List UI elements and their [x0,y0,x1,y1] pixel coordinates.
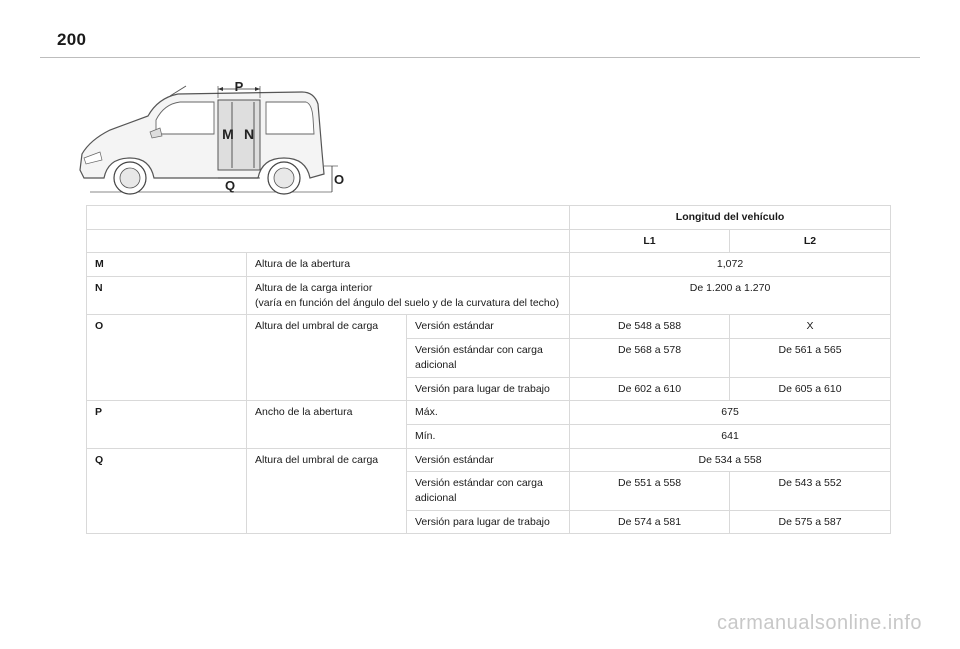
variant-label: Versión estándar [407,448,570,472]
table-row [87,401,891,425]
value-l1: De 574 a 581 [570,510,730,534]
watermark: carmanualsonline.info [716,612,922,634]
row-key: N [87,277,247,315]
row-description: Altura del umbral de carga [247,315,407,401]
row-value: 1,072 [570,253,891,277]
column-l1-header: L1 [570,229,730,253]
value-l1: De 551 a 558 [570,472,730,510]
table-header-row [87,206,891,230]
value-l2: De 561 a 565 [730,339,891,377]
variant-label: Versión estándar con carga adicional [407,339,570,377]
row-description [247,277,570,315]
figure-label-n: N [243,126,255,142]
header-divider [40,57,920,58]
row-value: De 534 a 558 [570,448,891,472]
value-l2: De 575 a 587 [730,510,891,534]
vehicle-side-illustration [70,82,350,198]
page-number: 200 [57,30,87,49]
variant-label: Versión para lugar de trabajo [407,377,570,401]
variant-label: Versión estándar [407,315,570,339]
row-key: P [87,401,247,448]
value-l2: De 605 a 610 [730,377,891,401]
row-description: Altura de la abertura [247,253,570,277]
row-key: Q [87,448,247,534]
row-value: 641 [570,424,891,448]
vehicle-length-header: Longitud del vehículo [570,206,891,230]
row-key: O [87,315,247,401]
figure-label-q: Q [224,178,236,193]
row-description: Ancho de la abertura [247,401,407,448]
figure-label-o: O [333,172,345,187]
row-description: Altura del umbral de carga [247,448,407,534]
value-l2: De 543 a 552 [730,472,891,510]
variant-label: Mín. [407,424,570,448]
table-row [87,448,891,472]
figure-label-m: M [222,126,234,142]
row-value: 675 [570,401,891,425]
column-l2-header: L2 [730,229,891,253]
value-l1: De 568 a 578 [570,339,730,377]
table-row [87,253,891,277]
table-row [87,277,891,315]
figure-label-p: P [234,82,244,94]
value-l2: X [730,315,891,339]
table-row [87,315,891,339]
variant-label: Versión estándar con carga adicional [407,472,570,510]
table-subheader-row [87,229,891,253]
variant-label: Máx. [407,401,570,425]
dimensions-table [86,205,891,534]
value-l1: De 602 a 610 [570,377,730,401]
description-line: (varía en función del ángulo del suelo y de la curvatura del techo) [255,296,560,309]
variant-label: Versión para lugar de trabajo [407,510,570,534]
value-l1: De 548 a 588 [570,315,730,339]
row-value: De 1.200 a 1.270 [570,277,891,315]
row-key: M [87,253,247,277]
description-line: Altura de la carga interior [255,282,373,295]
